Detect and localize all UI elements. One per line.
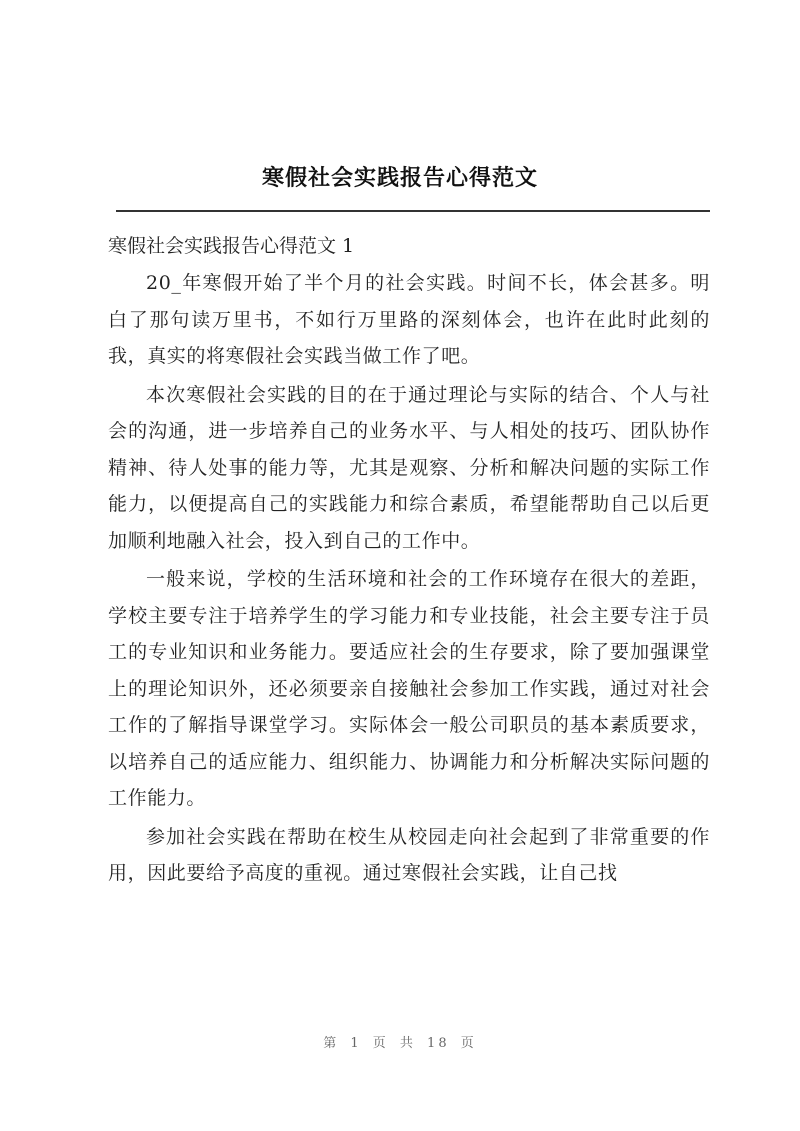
paragraph-4: 参加社会实践在帮助在校生从校园走向社会起到了非常重要的作用，因此要给予高度的重视。通过寒假社会实践，让自己找 [108,825,710,884]
title-divider [116,210,710,212]
page-number-footer: 第 1 页 共 18 页 [323,1036,477,1051]
paragraph-2: 本次寒假社会实践的目的在于通过理论与实际的结合、个人与社会的沟通，进一步培养自己的业务水平、与人相处的技巧、团队协作精神、待人处事的能力等，尤其是观察、分析和解决问题的实际工作能力，以便提高自己的实践能力和综合素质，希望能帮助自己以后更加顺利地融入社会，投入到自己的工作中。 [108,383,710,552]
article-body [108,228,710,894]
section-subheading: 寒假社会实践报告心得范文 1 [108,235,355,257]
paragraph-1: 20_年寒假开始了半个月的社会实践。时间不长，体会甚多。明白了那句读万里书，不如行万里路的深刻体会，也许在此时此刻的我，真实的将寒假社会实践当做工作了吧。 [108,272,710,367]
paragraph-3: 一般来说，学校的生活环境和社会的工作环境存在很大的差距，学校主要专注于培养学生的学习能力和专业技能，社会主要专注于员工的专业知识和业务能力。要适应社会的生存要求，除了要加强课堂上的理论知识外，还必须要亲自接触社会参加工作实践，通过对社会工作的了解指导课堂学习。实际体会一般公司职员的基本素质要求，以培养自己的适应能力、组织能力、协调能力和分析解决实际问题的工作能力。 [108,568,710,809]
page-title: 寒假社会实践报告心得范文 [261,165,538,191]
